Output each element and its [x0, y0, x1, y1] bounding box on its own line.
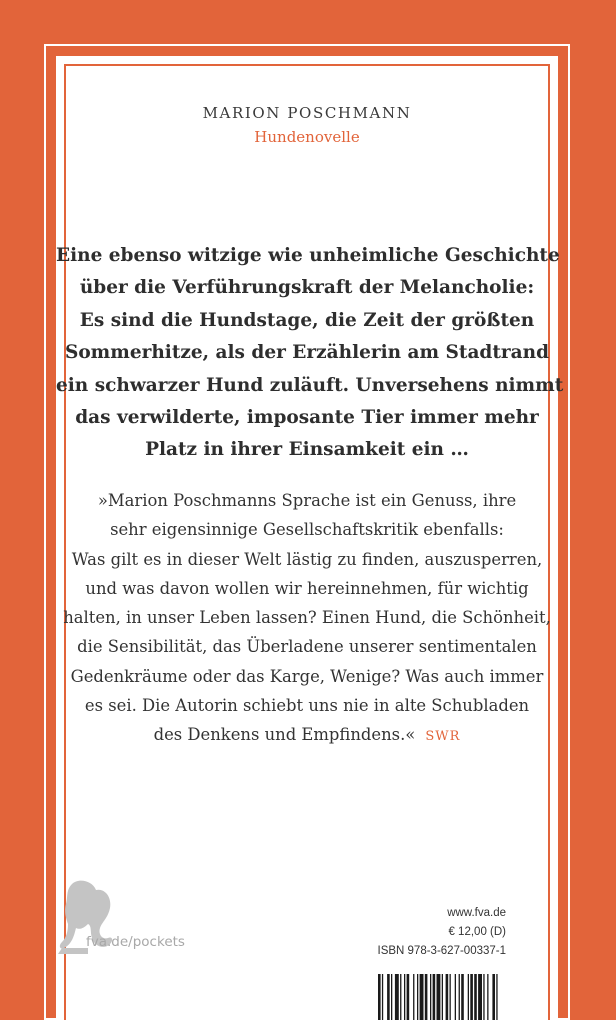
barcode-bar [478, 974, 482, 1020]
barcode-bar [407, 974, 410, 1020]
barcode-bar [387, 974, 390, 1020]
barcode-bar [395, 974, 399, 1020]
barcode-bar [487, 974, 488, 1020]
quote-last-line [56, 720, 558, 751]
barcode-bar [391, 974, 392, 1020]
barcode-bar [425, 974, 428, 1020]
publisher-url: fva.de/pockets [86, 934, 185, 950]
back-cover-panel [56, 56, 564, 1020]
website: www.fva.de [447, 907, 506, 919]
barcode-bar [496, 974, 497, 1020]
barcode-bar [420, 974, 424, 1020]
quote-line: »Marion Poschmanns Sprache ist ein Genuss, ihre [97, 491, 517, 510]
barcode-bar [455, 974, 456, 1020]
barcode-bar [492, 974, 495, 1020]
blurb-line: Sommerhitze, als der Erzählerin am Stadtrand [64, 342, 550, 364]
author-name: MARION POSCHMANN [202, 104, 412, 122]
book-title: Hundenovelle [254, 128, 360, 146]
quote-line: des Denkens und Empfindens.« [153, 725, 416, 745]
barcode-bar [483, 974, 484, 1020]
quote-line: es sei. Die Autorin schiebt uns nie in alte Schubladen [84, 696, 530, 716]
quote-line: Gedenkräume oder das Karge, Wenige? Was auch immer [70, 666, 544, 686]
blurb-line: über die Verführungskraft der Melancholie: [79, 277, 535, 299]
barcode-bar [468, 974, 469, 1020]
barcode-bar [433, 974, 436, 1020]
barcode-bar [446, 974, 449, 1020]
barcode-bar [470, 974, 473, 1020]
blurb-line: Eine ebenso witzige wie unheimliche Geschichte [56, 245, 560, 266]
quote-source: SWR [425, 729, 461, 745]
quote-line: sehr eigensinnige Gesellschaftskritik ebenfalls: [110, 520, 504, 540]
quote-line: die Sensibilität, das Überladene unserer sentimentalen [77, 637, 537, 657]
price-info [378, 904, 507, 961]
barcode-bar [378, 974, 381, 1020]
barcode-bar [417, 974, 418, 1020]
blurb-line: das verwilderte, imposante Tier immer mehr [75, 407, 539, 429]
barcode-bar [437, 974, 441, 1020]
barcode-bar [450, 974, 451, 1020]
blurb-text [56, 240, 564, 467]
barcode-bar [442, 974, 443, 1020]
barcode [376, 974, 558, 1020]
blurb-line: Platz in ihrer Einsamkeit ein … [145, 439, 469, 461]
barcode-bar [459, 974, 460, 1020]
barcode-bar [404, 974, 405, 1020]
blurb-line: ein schwarzer Hund zuläuft. Unversehens nimmt [56, 374, 564, 396]
price: € 12,00 (D) [448, 926, 506, 938]
barcode-bar [382, 974, 383, 1020]
barcode-bar [430, 974, 431, 1020]
quote-line: und was davon wollen wir hereinnehmen, für wichtig [85, 578, 529, 598]
isbn: ISBN 978-3-627-00337-1 [377, 945, 506, 957]
barcode-bar [461, 974, 464, 1020]
blurb-line: Es sind die Hundstage, die Zeit der größten [79, 309, 535, 331]
quote-line: halten, in unser Leben lassen? Einen Hund, die Schönheit, [63, 608, 551, 628]
quote-line: Was gilt es in dieser Welt lästig zu finden, auszusperren, [71, 549, 543, 569]
review-quote [56, 486, 558, 752]
barcode-bar [400, 974, 401, 1020]
barcode-bar [413, 974, 414, 1020]
barcode-bar [474, 974, 477, 1020]
